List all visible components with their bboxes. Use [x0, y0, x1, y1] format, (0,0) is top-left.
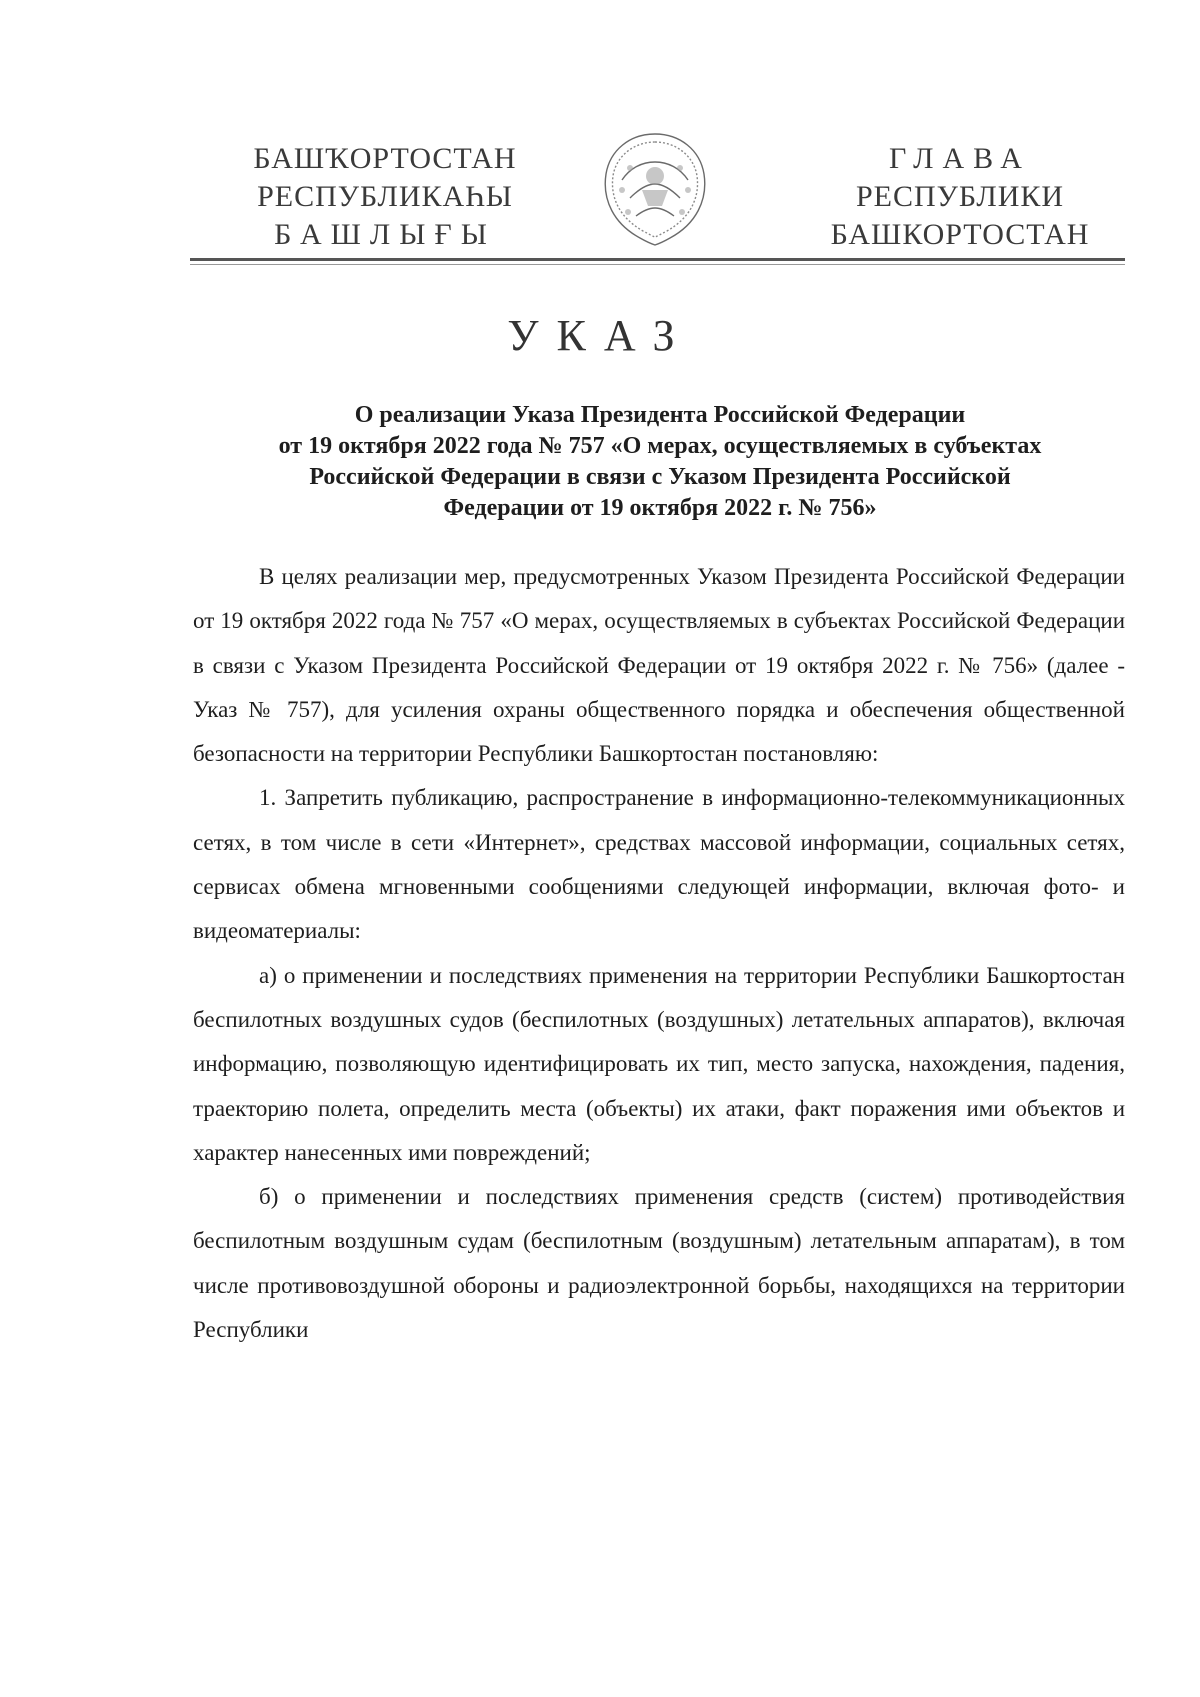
letterhead-russian-line-3: БАШКОРТОСТАН	[830, 218, 1090, 251]
letterhead-russian-line-2: РЕСПУБЛИКИ	[855, 180, 1065, 213]
letterhead-divider-thin	[190, 264, 1125, 265]
decree-subject-line-1: О реализации Указа Президента Российской Федерации	[354, 402, 966, 428]
preamble-paragraph: В целях реализации мер, предусмотренных Указом Президента Российской Федерации от 19 октября 2022 года № 757 «О мерах, осуществляемых в субъектах Российской Федерации в связи с Указом Президента Российской Федерации от 19 октября 2022 г. № 756» (далее - Указ № 757), для усиления охраны общественного порядка и обеспечения общественной безопасности на территории Республики Башкортостан постановляю:	[193, 564, 1125, 767]
letterhead-bashkir-line-2: РЕСПУБЛИКАҺЫ	[257, 180, 513, 213]
clause-1-paragraph: 1. Запретить публикацию, распространение в информационно-телекоммуникационных сетях, в том числе в сети «Интернет», средствах массовой информации, социальных сетях, сервисах обмена мгновенными сообщениями следующей информации, включая фото- и видеоматериалы:	[193, 785, 1125, 944]
decree-subject-line-3: Российской Федерации в связи с Указом Президента Российской	[309, 464, 1011, 490]
document-type-title: УКАЗ	[507, 311, 693, 360]
decree-body	[193, 555, 1125, 1352]
letterhead-russian	[810, 140, 1110, 254]
coat-of-arms-icon	[600, 128, 710, 246]
letterhead-bashkir-line-3: БАШЛЫҒЫ	[274, 218, 496, 251]
clause-1b-paragraph: б) о применении и последствиях применения средств (систем) противодействия беспилотным воздушным судам (беспилотным (воздушным) летательным аппаратам), в том числе противовоздушной обороны и радиоэлектронной борьбы, находящихся на территории Республики	[193, 1184, 1125, 1343]
letterhead-divider	[190, 258, 1125, 261]
letterhead-russian-line-1: ГЛАВА	[889, 142, 1031, 175]
clause-1a-paragraph: а) о применении и последствиях применения на территории Республики Башкортостан беспилотных воздушных судов (беспилотных (воздушных) летательных аппаратов), включая информацию, позволяющую идентифицировать их тип, место запуска, нахождения, падения, траекторию полета, определить места (объекты) их атаки, факт поражения ими объектов и характер нанесенных ими повреждений;	[193, 962, 1125, 1165]
decree-subject-line-2: от 19 октября 2022 года № 757 «О мерах, осуществляемых в субъектах	[278, 433, 1042, 459]
decree-subject	[200, 400, 1120, 524]
decree-subject-line-4: Федерации от 19 октября 2022 г. № 756»	[443, 495, 877, 521]
letterhead	[190, 140, 1120, 250]
letterhead-bashkir-line-1: БАШҠОРТОСТАН	[253, 142, 517, 175]
letterhead-bashkir	[230, 140, 540, 254]
